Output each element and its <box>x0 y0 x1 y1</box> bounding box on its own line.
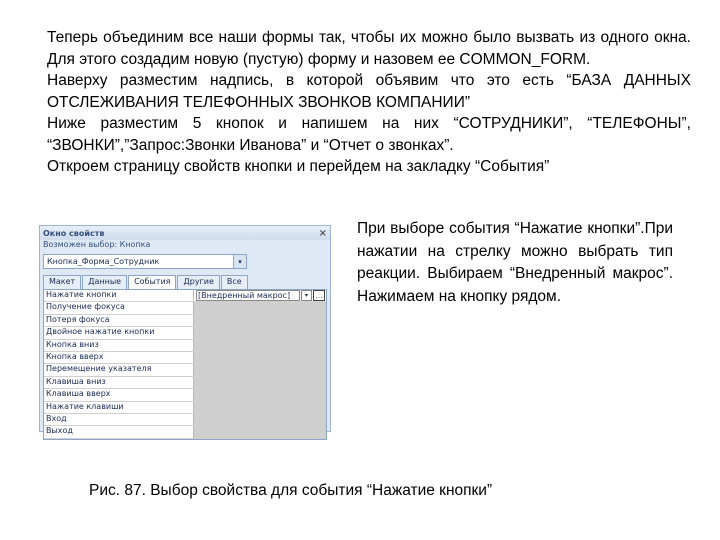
property-name: Нажатие кнопки <box>44 290 194 301</box>
property-row[interactable] <box>44 327 326 339</box>
figure-caption: Рис. 87. Выбор свойства для события “Нажатие кнопки” <box>89 482 493 499</box>
close-icon[interactable]: × <box>318 227 327 239</box>
property-row[interactable] <box>44 377 326 389</box>
property-value-cell[interactable] <box>194 414 326 425</box>
property-name: Перемещение указателя <box>44 364 194 375</box>
property-row[interactable] <box>44 426 326 438</box>
chevron-down-icon[interactable]: ▾ <box>233 255 246 268</box>
tab-other[interactable]: Другие <box>177 275 219 289</box>
object-selector-value: Кнопка_Форма_Сотрудник <box>47 257 160 266</box>
intro-paragraph-4: Откроем страницу свойств кнопки и перейдем на закладку “События” <box>47 158 550 175</box>
property-value-cell[interactable] <box>194 302 326 313</box>
property-row[interactable] <box>44 352 326 364</box>
property-row[interactable] <box>44 402 326 414</box>
intro-paragraph-3: Ниже разместим 5 кнопок и напишем на них “СОТРУДНИКИ”, “ТЕЛЕФОНЫ”, “ЗВОНКИ”,”Запрос:Звонки Иванова” и “Отчет о звонках”. <box>47 115 691 154</box>
property-name: Кнопка вверх <box>44 352 194 363</box>
intro-text <box>47 27 691 178</box>
tab-events[interactable]: События <box>128 275 176 289</box>
builder-ellipsis-icon[interactable]: … <box>313 290 325 301</box>
property-sheet-window <box>39 225 331 436</box>
intro-paragraph-1: Теперь объединим все наши формы так, чтобы их можно было вызвать из одного окна. Для этого создадим новую (пустую) форму и назовем ее COMMON_FORM. <box>47 29 691 68</box>
property-name: Двойное нажатие кнопки <box>44 327 194 338</box>
property-row[interactable] <box>44 414 326 426</box>
property-name: Клавиша вверх <box>44 389 194 400</box>
intro-paragraph-2: Наверху разместим надпись, в которой объявим что это есть “БАЗА ДАННЫХ ОТСЛЕЖИВАНИЯ ТЕЛЕФОННЫХ ЗВОНКОВ КОМПАНИИ” <box>47 72 691 111</box>
tab-all[interactable]: Все <box>221 275 248 289</box>
property-name: Нажатие клавиши <box>44 402 194 413</box>
property-row[interactable] <box>44 340 326 352</box>
property-sheet-title: Окно свойств <box>43 228 105 238</box>
property-value-cell[interactable] <box>194 315 326 326</box>
object-selector-combo[interactable] <box>43 254 247 269</box>
property-name: Потеря фокуса <box>44 315 194 326</box>
property-sheet-titlebar <box>40 226 330 240</box>
property-name: Кнопка вниз <box>44 340 194 351</box>
property-row[interactable] <box>44 315 326 327</box>
property-value-cell[interactable] <box>194 340 326 351</box>
property-value-cell[interactable] <box>194 364 326 375</box>
chevron-down-icon[interactable]: ▾ <box>301 290 312 301</box>
property-value-cell[interactable] <box>194 402 326 413</box>
property-value-cell[interactable] <box>194 426 326 437</box>
property-name: Выход <box>44 426 194 437</box>
property-tabs <box>43 275 327 289</box>
property-value-cell[interactable] <box>194 389 326 400</box>
property-value-cell[interactable] <box>194 352 326 363</box>
events-property-grid <box>43 289 327 440</box>
property-row[interactable] <box>44 290 326 302</box>
property-name: Получение фокуса <box>44 302 194 313</box>
property-value-cell[interactable] <box>194 327 326 338</box>
property-name: Вход <box>44 414 194 425</box>
selection-type-label: Возможен выбор: Кнопка <box>43 240 151 249</box>
tab-layout[interactable]: Макет <box>43 275 81 289</box>
property-value-cell[interactable] <box>194 290 326 301</box>
property-name: Клавиша вниз <box>44 377 194 388</box>
side-explanation: При выборе события “Нажатие кнопки”.При нажатии на стрелку можно выбрать тип реакции. Выбираем “Внедренный макрос”. Нажимаем на кнопку рядом. <box>357 220 673 305</box>
property-row[interactable] <box>44 302 326 314</box>
property-row[interactable] <box>44 389 326 401</box>
property-value-cell[interactable] <box>194 377 326 388</box>
tab-data[interactable]: Данные <box>82 275 127 289</box>
property-row[interactable] <box>44 364 326 376</box>
property-value[interactable]: [Внедренный макрос] <box>196 290 300 301</box>
